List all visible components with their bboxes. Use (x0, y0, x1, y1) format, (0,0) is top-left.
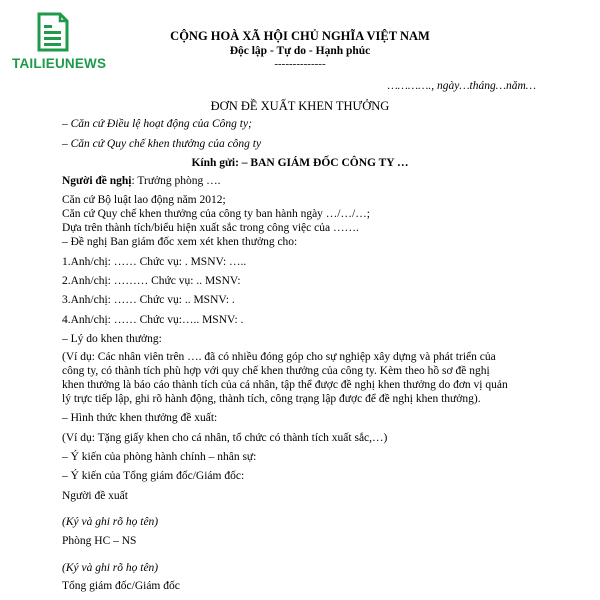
reason-line: công ty, có thành tích phù hợp với quy chế khen thưởng của công ty. Kèm theo hồ sơ đề nghị (62, 365, 490, 377)
nominee-row: 4.Anh/chị: …… Chức vụ:….. MSNV: . (62, 314, 244, 326)
proposer-signature-title: Người đề xuất (62, 490, 128, 502)
nation-heading: CỘNG HOÀ XÃ HỘI CHỦ NGHĨA VIỆT NAM (170, 29, 430, 43)
basis-item: Căn cứ Quy chế khen thưởng của công ty ban hành ngày …/…/…; (62, 208, 370, 220)
reason-line: khen thưởng là báo cáo thành tích của cá nhân, tập thể được đề nghị khen thưởng do đơn vị quản (62, 379, 508, 391)
ground-item: – Căn cứ Quy chế khen thưởng của công ty (62, 138, 262, 150)
signature-note: (Ký và ghi rõ họ tên) (62, 516, 159, 528)
brand-name: TAILIEUNEWS (12, 56, 107, 71)
director-opinion: – Ý kiến của Tổng giám đốc/Giám đốc: (62, 470, 245, 482)
form-heading: – Hình thức khen thưởng đề xuất: (62, 412, 218, 424)
proposal-line: – Đề nghị Ban giám đốc xem xét khen thưởng cho: (62, 236, 298, 248)
basis-item: Căn cứ Bộ luật lao động năm 2012; (62, 194, 226, 206)
nominee-row: 1.Anh/chị: …… Chức vụ: . MSNV: ….. (62, 256, 247, 268)
motto: Độc lập - Tự do - Hạnh phúc (229, 45, 371, 57)
date-line: …………., ngày…tháng…năm… (387, 80, 536, 92)
proposer-line (62, 175, 221, 187)
signature-note: (Ký và ghi rõ họ tên) (62, 562, 159, 574)
director-signature-title: Tổng giám đốc/Giám đốc (62, 580, 180, 592)
form-example: (Ví dụ: Tặng giấy khen cho cá nhân, tổ chức có thành tích xuất sắc,…) (62, 432, 388, 444)
reason-line: lý trực tiếp lập, ghi rõ hành động, thành tích, công trạng lập được để đề nghị khen thưởng). (62, 393, 481, 405)
proposer-value: : Trưởng phòng …. (131, 175, 221, 187)
hr-opinion: – Ý kiến của phòng hành chính – nhân sự: (62, 451, 257, 463)
nominee-row: 2.Anh/chị: ……… Chức vụ: .. MSNV: (62, 275, 241, 287)
recipient-line: Kính gửi: – BAN GIÁM ĐỐC CÔNG TY … (191, 157, 409, 169)
reason-heading: – Lý do khen thưởng: (62, 333, 162, 345)
basis-item: Dựa trên thành tích/biểu hiện xuất sắc trong công việc của ……. (62, 222, 359, 234)
ground-item: – Căn cứ Điều lệ hoạt động của Công ty; (62, 118, 252, 130)
document-title: ĐƠN ĐỀ XUẤT KHEN THƯỞNG (210, 99, 390, 113)
reason-line: (Ví dụ: Các nhân viên trên …. đã có nhiều đóng góp cho sự nghiệp xây dựng và phát triển của (62, 351, 496, 363)
nominee-row: 3.Anh/chị: …… Chức vụ: .. MSNV: . (62, 294, 235, 306)
hr-signature-title: Phòng HC – NS (62, 535, 137, 547)
header-divider: -------------- (274, 58, 326, 70)
proposer-label: Người đề nghị (62, 175, 132, 187)
